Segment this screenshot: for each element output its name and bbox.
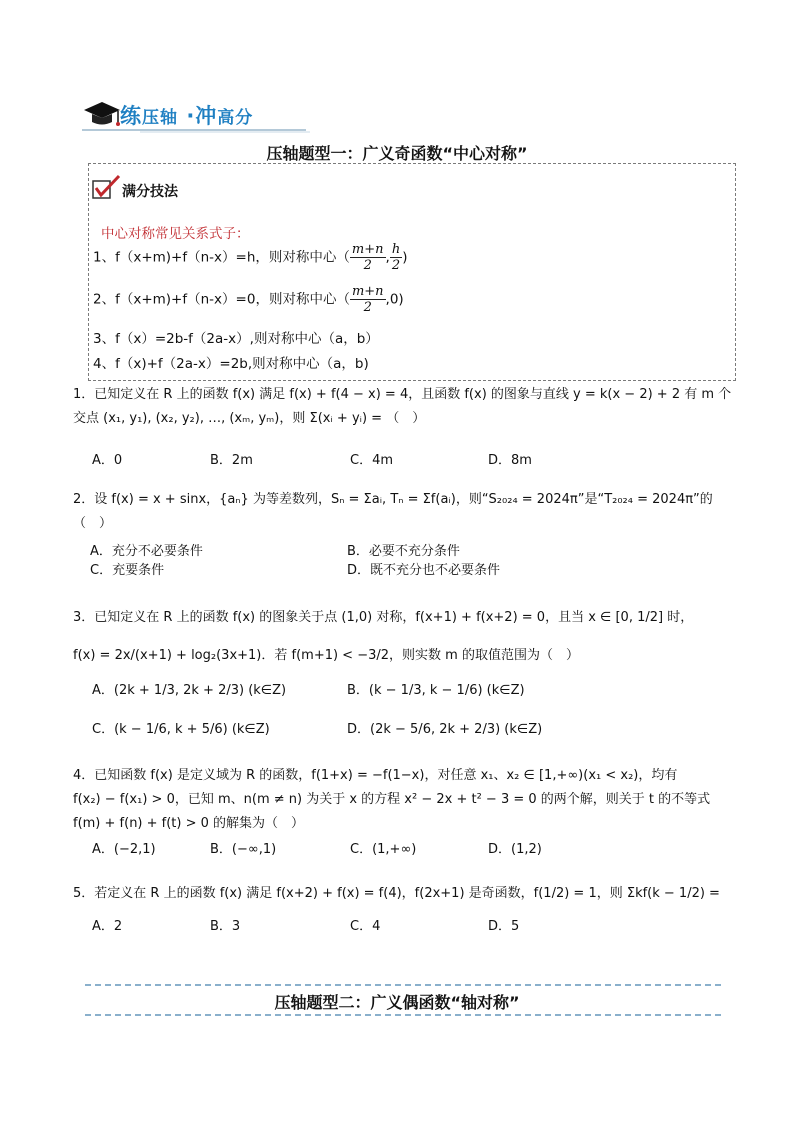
option-a: A．2 (92, 919, 123, 934)
fraction: $\frac{m+n}{2}$ (351, 242, 384, 273)
question-line: 交点 (x₁, y₁), (x₂, y₂), …, (xₘ, yₘ)，则 Σ(xᵢ + yᵢ) = （ ） (73, 411, 426, 426)
option-d: D．5 (488, 919, 520, 934)
option-a: A．(2k + 1/3, 2k + 2/3) (k∈Z) (92, 683, 287, 698)
option-a: A．充分不必要条件 (90, 544, 203, 559)
banner-lian: 练 (120, 104, 142, 128)
option-a: A．(−2,1) (92, 842, 156, 857)
fraction: $\frac{m+n}{2}$ (351, 284, 384, 315)
fraction: $\frac{h}{2}$ (391, 242, 401, 273)
option-d: D．既不充分也不必要条件 (347, 563, 501, 578)
question-3 (73, 599, 733, 675)
banner-chong: 冲 (195, 104, 218, 128)
option-d: D．(2k − 5/6, 2k + 2/3) (k∈Z) (347, 722, 543, 737)
tips-heading: 满分技法 (122, 184, 178, 200)
banner-gaofen: 高分 (217, 108, 254, 128)
question-line: 4．已知函数 f(x) 是定义域为 R 的函数，f(1+x) = −f(1−x)，对任意 x₁、x₂ ∈ [1,+∞)(x₁ < x₂)，均有 (73, 768, 678, 783)
banner-yazhou: 压轴 (142, 108, 178, 128)
question-line: 1．已知定义在 R 上的函数 f(x) 满足 f(x) + f(4 − x) = 4，且函数 f(x) 的图象与直线 y = k(x − 2) + 2 有 m 个 (73, 387, 732, 402)
option-c: C．(k − 1/6, k + 5/6) (k∈Z) (92, 722, 270, 737)
option-a: A．0 (92, 453, 123, 468)
question-line: f(x₂) − f(x₁) > 0，已知 m、n(m ≠ n) 为关于 x 的方程 x² − 2x + t² − 3 = 0 的两个解，则关于 t 的不等式 (73, 792, 711, 807)
option-b: B．(−∞,1) (210, 842, 277, 857)
question-line: 3．已知定义在 R 上的函数 f(x) 的图象关于点 (1,0) 对称，f(x+1) + f(x+2) = 0，且当 x ∈ [0, 1/2] 时， (73, 610, 694, 625)
section1-title: 压轴题型一：广义奇函数“中心对称” (266, 144, 528, 163)
question-1 (73, 383, 733, 431)
option-d: D．8m (488, 453, 532, 468)
question-line: 2．设 f(x) = x + sinx，{aₙ} 为等差数列，Sₙ = Σaᵢ, Tₙ = Σf(aᵢ)，则“S₂₀₂₄ = 2024π”是“T₂₀₂₄ = 2024π”的 (73, 492, 713, 507)
tip2-text: 2、f（x+m)+f（n-x）=0，则对称中心（ (93, 291, 350, 308)
section2-title: 压轴题型二：广义偶函数“轴对称” (274, 993, 520, 1012)
option-d: D．(1,2) (488, 842, 542, 857)
option-b: B．必要不充分条件 (347, 544, 460, 559)
option-b: B．2m (210, 453, 253, 468)
tip-formula-2: 2、f（x+m)+f（n-x）=0，则对称中心（ $\frac{m+n}{2}$ ,0) (93, 284, 404, 315)
divider-top (85, 984, 721, 986)
tip-formula-4: 4、f（x)+f（2a-x）=2b,则对称中心（a，b) (93, 356, 369, 372)
option-c: C．(1,+∞) (350, 842, 417, 857)
divider-bottom (85, 1014, 721, 1016)
option-c: C．充要条件 (90, 563, 165, 578)
tip-formula-3: 3、f（x）=2b-f（2a-x）,则对称中心（a，b） (93, 331, 379, 347)
question-5 (73, 882, 733, 906)
option-b: B．3 (210, 919, 241, 934)
question-line: f(x) = 2x/(x+1) + log₂(3x+1)．若 f(m+1) < −3/2，则实数 m 的取值范围为（ ） (73, 648, 579, 663)
question-2 (73, 488, 733, 536)
tip1-text: 1、f（x+m)+f（n-x）=h，则对称中心（ (93, 249, 350, 266)
option-c: C．4 (350, 919, 381, 934)
tip-formula-1: 1、f（x+m)+f（n-x）=h，则对称中心（ $\frac{m+n}{2}$ , $\frac{h}{2}$ ) (93, 242, 408, 273)
banner-dot: · (186, 104, 196, 128)
checkmark-icon (92, 174, 122, 200)
question-line: 5．若定义在 R 上的函数 f(x) 满足 f(x+2) + f(x) = f(4)，f(2x+1) 是奇函数，f(1/2) = 1，则 Σkf(k − 1/2) = (73, 886, 720, 901)
banner-title (120, 100, 253, 130)
tips-intro: 中心对称常见关系式子： (101, 226, 250, 242)
question-line: （ ） (73, 516, 113, 531)
option-c: C．4m (350, 453, 394, 468)
option-b: B．(k − 1/3, k − 1/6) (k∈Z) (347, 683, 525, 698)
question-4 (73, 764, 733, 836)
question-line: f(m) + f(n) + f(t) > 0 的解集为（ ） (73, 816, 305, 831)
